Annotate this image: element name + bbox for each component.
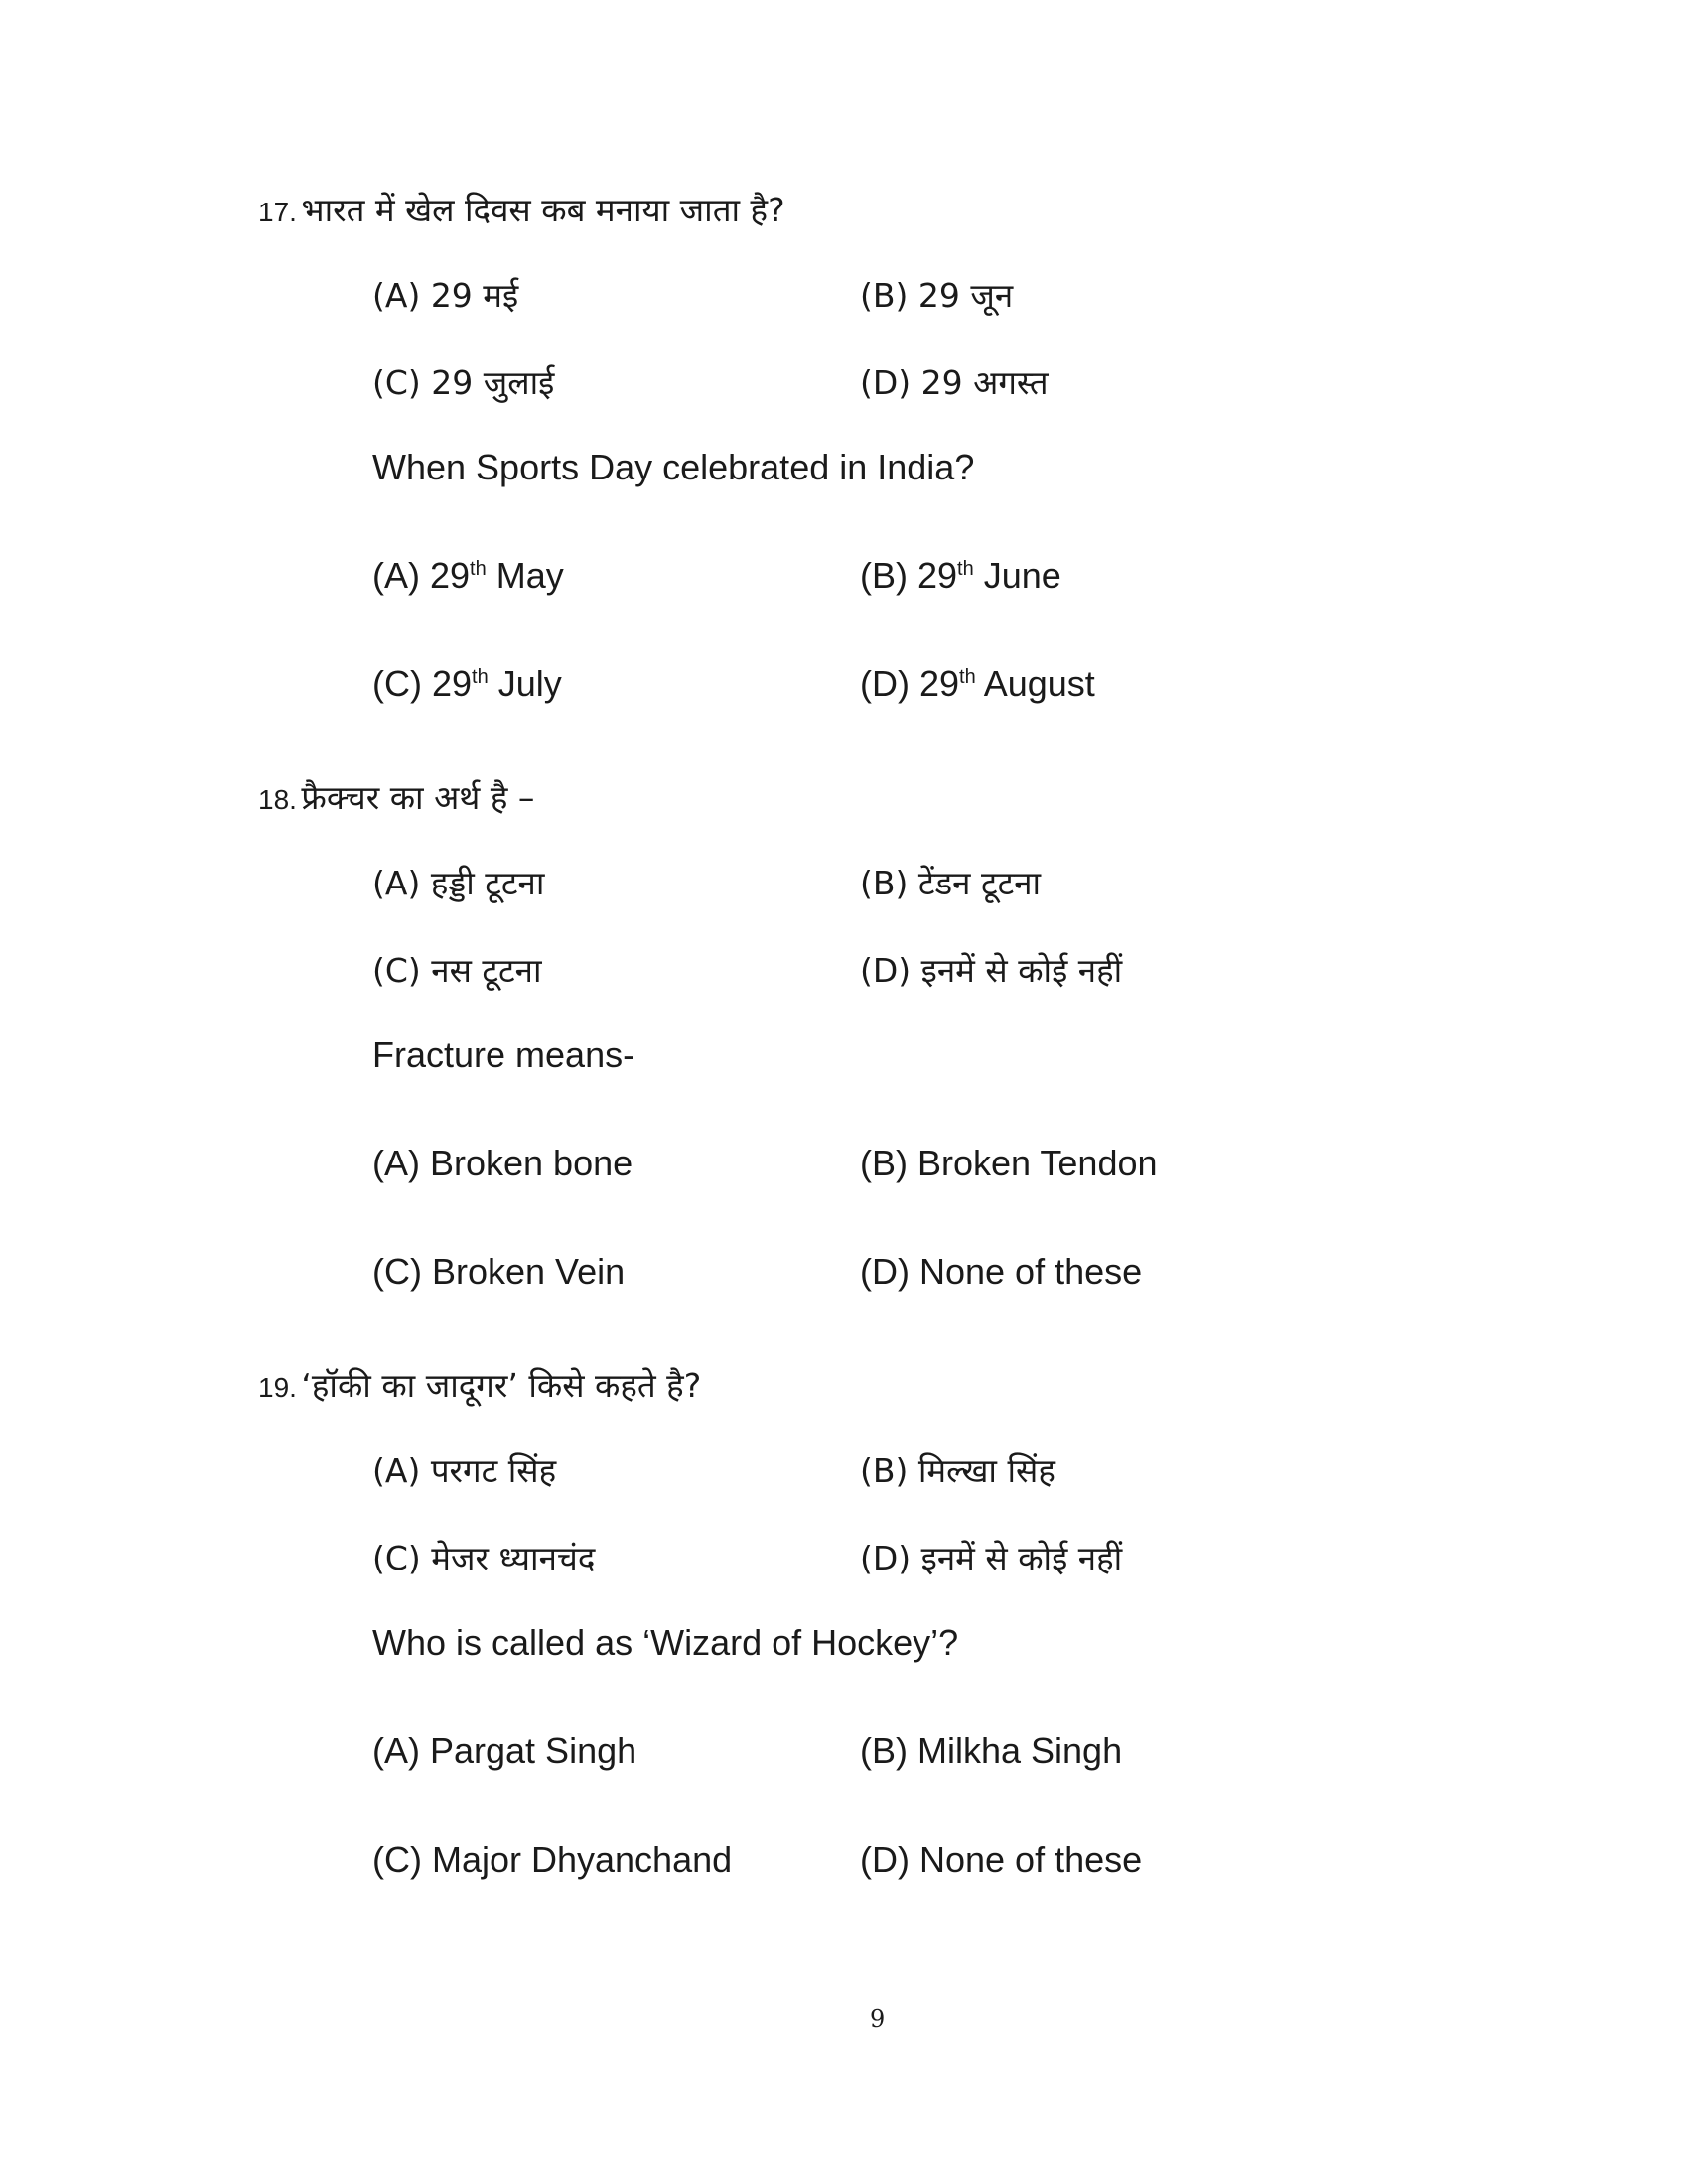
question-text-english: When Sports Day celebrated in India? — [372, 447, 975, 487]
question-text-hindi: फ्रैक्चर का अर्थ है – — [301, 778, 535, 817]
option-a-english: (A) 29th May — [372, 555, 564, 596]
option-a-english: (A) Broken bone — [372, 1143, 633, 1183]
option-d-english: (D) None of these — [860, 1840, 1143, 1880]
option-c-english: (C) Major Dhyanchand — [372, 1840, 733, 1880]
question-number: 17. — [258, 197, 297, 227]
question-18 — [258, 774, 534, 819]
option-a-english: (A) Pargat Singh — [372, 1730, 637, 1771]
option-c-hindi: (C) नस टूटना — [372, 951, 542, 990]
option-b-english: (B) Broken Tendon — [860, 1143, 1158, 1183]
option-a-hindi: (A) हड्डी टूटना — [372, 864, 545, 902]
option-c-english: (C) Broken Vein — [372, 1251, 626, 1292]
option-c-english: (C) 29th July — [372, 663, 562, 704]
option-c-hindi: (C) 29 जुलाई — [372, 363, 555, 402]
option-b-hindi: (B) मिल्खा सिंह — [860, 1451, 1055, 1490]
option-d-english: (D) 29th August — [860, 663, 1095, 704]
option-b-hindi: (B) टेंडन टूटना — [860, 864, 1042, 902]
option-a-hindi: (A) परगट सिंह — [372, 1451, 557, 1490]
question-text-english: Fracture means- — [372, 1034, 635, 1075]
page-number: 9 — [870, 2005, 886, 2033]
option-b-hindi: (B) 29 जून — [860, 276, 1014, 315]
option-b-english: (B) Milkha Singh — [860, 1730, 1123, 1771]
question-text-hindi: भारत में खेल दिवस कब मनाया जाता है? — [301, 191, 785, 229]
option-d-hindi: (D) इनमें से कोई नहीं — [860, 951, 1123, 990]
option-d-english: (D) None of these — [860, 1251, 1143, 1292]
question-text-hindi: ‘हॉकी का जादूगर’ किसे कहते है? — [301, 1366, 702, 1405]
option-d-hindi: (D) 29 अगस्त — [860, 363, 1049, 402]
question-number: 19. — [258, 1372, 297, 1403]
question-number: 18. — [258, 784, 297, 815]
option-c-hindi: (C) मेजर ध्यानचंद — [372, 1539, 596, 1577]
question-17 — [258, 187, 785, 231]
option-a-hindi: (A) 29 मई — [372, 276, 519, 315]
question-text-english: Who is called as ‘Wizard of Hockey’? — [372, 1622, 959, 1663]
option-b-english: (B) 29th June — [860, 555, 1061, 596]
option-d-hindi: (D) इनमें से कोई नहीं — [860, 1539, 1123, 1577]
question-19 — [258, 1362, 701, 1407]
